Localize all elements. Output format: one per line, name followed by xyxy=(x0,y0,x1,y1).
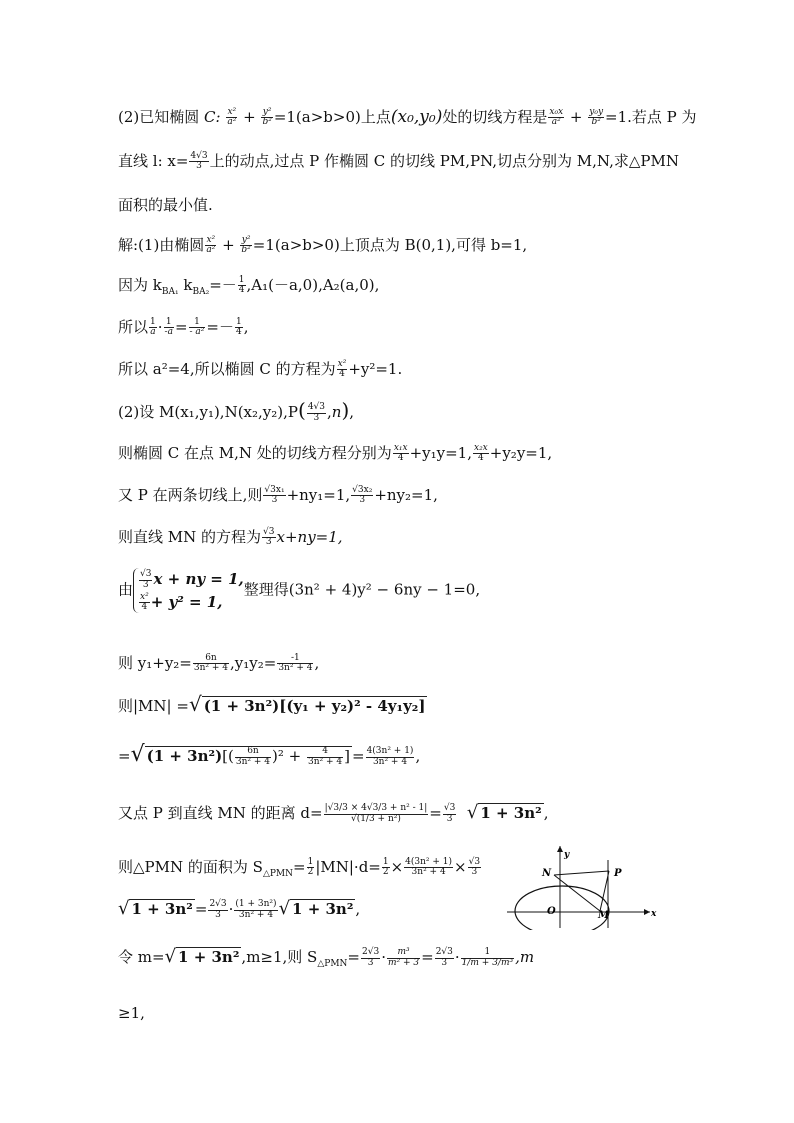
subscript: △PMN xyxy=(262,868,294,879)
fraction xyxy=(189,152,208,172)
solution-line-14 xyxy=(118,858,482,879)
den: 3n² + 4 xyxy=(235,756,271,767)
label-N: N xyxy=(542,868,552,879)
fraction xyxy=(361,948,380,968)
text: =－ xyxy=(206,317,234,336)
fraction xyxy=(261,108,272,128)
den: a² xyxy=(206,245,216,256)
den: 4 xyxy=(478,453,484,464)
den: 1/m + 3/m³ xyxy=(461,957,514,968)
num: x² xyxy=(206,235,216,245)
den: 2 xyxy=(382,867,389,878)
text: + y² = 1, xyxy=(150,592,223,611)
text: =1(a>b>0)上顶点为 B(0,1),可得 b=1, xyxy=(252,235,528,254)
text: 所以 a²=4,所以椭圆 C 的方程为 xyxy=(118,359,336,378)
text: 则△PMN 的面积为 S xyxy=(118,857,263,876)
label-O: O xyxy=(547,906,556,917)
text: =1(a>b>0)上点 xyxy=(273,107,391,126)
solution-line-13: 又点 P 到直线 MN 的距离 d= $\frac{\text{|√3/3 × 4√3/3 + n² - 1|}}{\text{√(1/3 + n²)}}$ = $\frac{√3}{3}$ √ 1 + 3n² , xyxy=(118,802,549,824)
text: · xyxy=(454,948,460,966)
fraction xyxy=(435,948,454,968)
den: 3n² + 4 xyxy=(308,756,343,767)
den: b² xyxy=(591,117,601,128)
fraction xyxy=(205,236,216,256)
num: y₀y xyxy=(589,107,604,117)
fraction xyxy=(404,858,453,878)
text: 整理得(3n² + 4)y² − 6ny − 1=0, xyxy=(243,580,481,599)
num: 2√3 xyxy=(362,947,380,958)
den: 3 xyxy=(446,813,453,824)
num: 4(3n² + 1) xyxy=(405,857,453,867)
num: 2√3 xyxy=(435,947,453,958)
text: · xyxy=(228,900,234,918)
fraction xyxy=(208,900,227,920)
den: a² xyxy=(551,117,561,128)
num: 4√3 xyxy=(307,402,325,413)
text: =1.若点 P 为 xyxy=(605,107,697,126)
num: 6n xyxy=(193,654,229,664)
den: 4 xyxy=(397,453,404,464)
text: ≥1, xyxy=(118,1004,145,1022)
text: = xyxy=(347,948,360,966)
text: k xyxy=(178,275,193,294)
den: - a² xyxy=(189,327,205,338)
text: = xyxy=(174,317,188,336)
solution-line-10 xyxy=(118,654,319,674)
fraction xyxy=(461,948,514,968)
den: 4 xyxy=(238,285,245,296)
num: √3 xyxy=(140,569,152,580)
num: x₀x xyxy=(549,107,564,117)
fraction xyxy=(382,858,390,878)
num: 4 xyxy=(307,747,343,757)
text: × xyxy=(454,857,467,876)
text: 1 + 3n² xyxy=(480,804,542,822)
fraction xyxy=(588,108,604,128)
text: = xyxy=(351,747,365,765)
fraction xyxy=(307,747,343,767)
den: 3 xyxy=(142,579,149,590)
x-axis-arrow xyxy=(644,909,650,915)
solution-line-16: 令 m=√ 1 + 3n² ,m≥1,则 $S_{\triangle PMN}=$ $\frac{2√3}{3}$ · $\frac{\text{m³}}{\text{m² + 3}}$ = $\frac{2√3}{3}$ · $\frac{1}{\text{1/m + 3/m³}}$ ,m xyxy=(118,946,535,969)
fraction xyxy=(189,318,206,338)
subscript: △PMN xyxy=(317,959,348,969)
fraction xyxy=(473,444,489,464)
text: (1 + 3n²)[(y₁ + y₂)² - 4y₁y₂] xyxy=(203,697,426,715)
den: 4 xyxy=(339,369,345,380)
solution-line-7 xyxy=(118,486,438,506)
problem-line-1: (2)已知椭圆 C: $\frac{\text{x²}}{\text{a²}}$ + $\frac{\text{y²}}{\text{b²}}$ =1(a>b>0)上点(x₀,y₀)处的切线方程是 $\frac{\text{x₀x}}{\text{a²}}$ + $\frac{\text{y₀y}}{\text{b²}}$ =1.若点 P 为 xyxy=(118,106,697,128)
num: 1 xyxy=(164,318,174,328)
num: √3 xyxy=(443,803,456,814)
text: , xyxy=(415,747,421,765)
num: x² xyxy=(337,359,347,369)
num: 1 xyxy=(150,317,156,327)
fraction xyxy=(277,654,313,674)
segment-NP xyxy=(554,871,609,875)
fraction xyxy=(548,108,564,128)
text: C: xyxy=(204,107,221,126)
text: , xyxy=(355,900,361,918)
den: m² + 3 xyxy=(387,957,420,968)
subscript: BA₂ xyxy=(192,286,210,297)
den: b² xyxy=(241,245,251,256)
num: 4(3n² + 1) xyxy=(366,746,414,757)
fraction xyxy=(164,318,174,338)
den: 3 xyxy=(313,412,320,423)
ellipse-figure xyxy=(505,840,665,930)
text: ,m≥1,则 S xyxy=(241,948,318,966)
den: 3n² + 4 xyxy=(238,909,274,920)
problem-line-2 xyxy=(118,152,679,172)
den: 3n² + 4 xyxy=(372,756,408,767)
fraction xyxy=(366,747,415,767)
num: |√3/3 × 4√3/3 + n² - 1| xyxy=(324,803,428,814)
den: a xyxy=(150,327,156,338)
solution-line-5: (2)设 M(x₁,y₁),N(x₂,y₂),P( $\frac{4√3}{3}$ ,n), xyxy=(118,398,355,423)
num: 1 xyxy=(307,857,314,867)
fraction xyxy=(337,360,348,380)
den: 3n² + 4 xyxy=(278,663,313,674)
den: 4 xyxy=(236,327,242,338)
solution-line-8 xyxy=(118,528,343,548)
den: 3 xyxy=(441,957,448,968)
den: 3 xyxy=(265,537,272,548)
text: , xyxy=(543,804,549,822)
text: = xyxy=(421,948,434,966)
text: = xyxy=(429,804,442,822)
num: (1 + 3n²) xyxy=(235,899,277,910)
fraction xyxy=(235,318,243,338)
ellipse xyxy=(515,886,609,930)
num: y² xyxy=(262,107,272,117)
num: 1 xyxy=(461,948,514,958)
fraction xyxy=(238,276,246,296)
fraction xyxy=(262,528,275,548)
text: n xyxy=(331,403,342,421)
text: (x₀,y₀) xyxy=(390,106,443,127)
text: +y²=1. xyxy=(348,359,403,378)
den: b² xyxy=(262,117,272,128)
text: ,m xyxy=(515,948,535,966)
solution-line-15: √ 1 + 3n² = $\frac{2√3}{3}$ · $\frac{\text{(1 + 3n²)}}{\text{3n² + 4}}$ √ 1 + 3n² , xyxy=(118,898,361,920)
num: m³ xyxy=(387,948,420,958)
den: -a xyxy=(164,327,173,338)
num: √3x₁ xyxy=(264,485,285,495)
num: x² xyxy=(227,107,237,117)
den: 3 xyxy=(215,909,221,920)
text: 由 xyxy=(118,580,134,599)
text: 因为 k xyxy=(118,275,162,294)
text: ,y₁y₂= xyxy=(230,653,277,672)
num: √3 xyxy=(263,527,275,537)
text: +y₁y=1, xyxy=(409,443,472,462)
fraction xyxy=(387,948,420,968)
num: x² xyxy=(140,591,149,602)
solution-line-12: =√ (1 + 3n²)[( $\frac{6n}{\text{3n² + 4}}$ )² + $\frac{4}{\text{3n² + 4}}$ ] = $\frac{\text{4(3n² + 1)}}{\text{3n² + 4}}$ , xyxy=(118,742,421,767)
den: 3n² + 4 xyxy=(411,867,446,878)
num: √3x₂ xyxy=(352,485,373,495)
num: 1 xyxy=(238,275,245,285)
text: 又 P 在两条切线上,则 xyxy=(118,485,263,504)
den: 2 xyxy=(307,867,314,878)
den: 3 xyxy=(271,495,278,506)
num: x₁x xyxy=(393,443,408,453)
text: 令 m= xyxy=(118,948,165,966)
num: 1 xyxy=(382,857,389,867)
text: , xyxy=(243,317,249,336)
fraction xyxy=(468,858,481,878)
text: × xyxy=(390,857,404,876)
text: 1 + 3n² xyxy=(131,900,193,918)
solution-line-1: 解:(1)由椭圆 $\frac{\text{x²}}{\text{a²}}$ + $\frac{\text{y²}}{\text{b²}}$ =1(a>b>0)上顶点为 B(0,1),可得 b=1, xyxy=(118,235,528,256)
solution-line-17 xyxy=(118,1006,145,1021)
text: 又点 P 到直线 MN 的距离 d= xyxy=(118,804,323,822)
solution-line-2 xyxy=(118,276,379,297)
fraction xyxy=(307,858,315,878)
text: 直线 l: x= xyxy=(118,151,189,170)
num: y² xyxy=(241,235,251,245)
fraction xyxy=(193,654,229,674)
num: 4√3 xyxy=(190,151,208,161)
num: 1 xyxy=(189,318,206,328)
num: 1 xyxy=(236,317,242,327)
text: (2)设 M(x₁,y₁),N(x₂,y₂),P xyxy=(118,403,298,421)
solution-line-11: 则|MN| =√ (1 + 3n²)[(y₁ + y₂)² - 4y₁y₂] xyxy=(118,692,426,716)
text: 所以 xyxy=(118,317,149,336)
solution-line-3: 所以 $\frac{1}{a}$ · $\frac{1}{-a}$ = $\frac{1}{\text{- a²}}$ =－ $\frac{1}{4}$ , xyxy=(118,317,249,338)
label-y: y xyxy=(564,850,570,860)
den: √(1/3 + n²) xyxy=(350,813,401,824)
num: x₂x xyxy=(474,443,488,453)
den: a² xyxy=(227,117,237,128)
den: 4 xyxy=(141,602,148,612)
fraction xyxy=(307,403,326,423)
num: √3 xyxy=(468,857,481,867)
text: = xyxy=(194,900,208,918)
text: 则直线 MN 的方程为 xyxy=(118,527,262,546)
fraction xyxy=(149,318,157,338)
text: =－ xyxy=(209,275,237,294)
num: 2√3 xyxy=(209,899,227,910)
den: 3n² + 4 xyxy=(193,663,229,674)
fraction xyxy=(139,593,150,613)
solution-line-6 xyxy=(118,444,552,464)
problem-line-3 xyxy=(118,198,213,213)
fraction xyxy=(235,747,271,767)
text: 面积的最小值. xyxy=(118,196,213,214)
text: 处的切线方程是 xyxy=(442,107,548,126)
text: 则椭圆 C 在点 M,N 处的切线方程分别为 xyxy=(118,443,392,462)
text: 1 + 3n² xyxy=(178,948,240,966)
label-P: P xyxy=(614,868,622,879)
text: ,A₁(－a,0),A₂(a,0), xyxy=(246,275,380,294)
text: · xyxy=(381,948,386,966)
num: -1 xyxy=(277,654,313,664)
equation-system xyxy=(133,568,244,613)
fraction xyxy=(351,486,373,506)
text: |MN|·d= xyxy=(315,857,381,876)
text: = xyxy=(118,747,131,765)
label-x: x xyxy=(651,909,657,919)
num: 6n xyxy=(235,747,271,757)
text: +y₂y=1, xyxy=(489,443,553,462)
text: 则|MN| = xyxy=(118,697,189,715)
solution-line-9 xyxy=(118,568,480,613)
text: = xyxy=(293,857,306,876)
den: 3 xyxy=(359,495,366,506)
text: 则 y₁+y₂= xyxy=(118,653,192,672)
text: (1 + 3n²) xyxy=(146,747,223,765)
subscript: BA₁ xyxy=(161,286,179,297)
fraction xyxy=(240,236,251,256)
fraction xyxy=(393,444,409,464)
fraction xyxy=(139,570,152,590)
text: (2)已知椭圆 xyxy=(118,107,205,126)
den: 3 xyxy=(367,957,374,968)
text: 上的动点,过点 P 作椭圆 C 的切线 PM,PN,切点分别为 M,N,求△PMN xyxy=(209,151,679,170)
text: 解:(1)由椭圆 xyxy=(118,235,205,254)
text: +ny₂=1, xyxy=(374,485,438,504)
text: 1 + 3n² xyxy=(292,900,354,918)
den: 3 xyxy=(196,161,202,172)
fraction xyxy=(324,804,429,824)
fraction xyxy=(234,900,277,920)
fraction xyxy=(443,804,456,824)
fraction xyxy=(263,486,285,506)
segment-NM xyxy=(554,875,600,911)
fraction xyxy=(226,108,237,128)
den: 3 xyxy=(471,867,478,878)
y-axis-arrow xyxy=(557,846,563,852)
text: , xyxy=(314,653,320,672)
text: +ny₁=1, xyxy=(286,485,351,504)
text: x + ny = 1, xyxy=(153,570,244,588)
text: , xyxy=(349,403,355,421)
solution-line-4 xyxy=(118,360,402,380)
text: x+ny=1, xyxy=(276,527,343,546)
label-M: M xyxy=(598,910,610,921)
